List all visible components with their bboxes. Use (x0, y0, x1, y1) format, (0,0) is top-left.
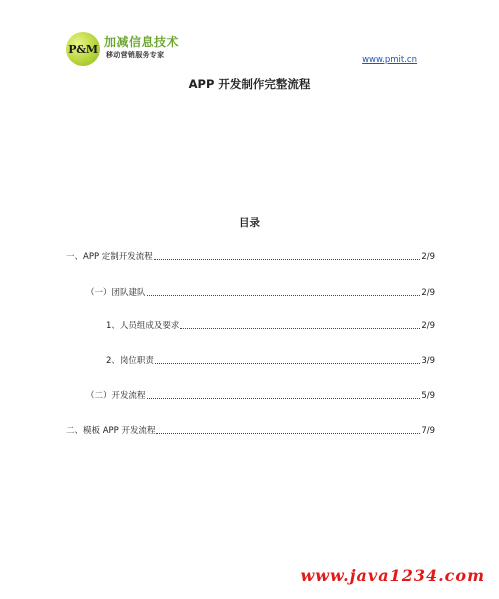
toc-page-number: 2/9 (421, 288, 435, 298)
toc-leader-dots (155, 362, 420, 364)
toc-entry[interactable] (66, 424, 435, 436)
toc-page-number: 2/9 (421, 321, 435, 331)
site-watermark: www.java1234.com (300, 566, 485, 585)
toc-entry[interactable] (86, 389, 435, 401)
toc-entry[interactable] (66, 250, 435, 262)
toc-page-number: 2/9 (421, 252, 435, 262)
toc-page-number: 5/9 (421, 391, 435, 401)
toc-heading: 目录 (239, 217, 260, 229)
toc-page-number: 7/9 (421, 426, 435, 436)
toc-page-number: 3/9 (421, 356, 435, 366)
toc-entry-text: （二）开发流程 (86, 391, 146, 401)
toc-entry-text: （一）团队建队 (86, 288, 146, 298)
toc-leader-dots (154, 258, 421, 260)
toc-entry-text: 二、模板 APP 开发流程 (66, 426, 156, 436)
toc-leader-dots (147, 397, 421, 399)
document-title: APP 开发制作完整流程 (188, 77, 311, 91)
toc-entry[interactable] (86, 286, 435, 298)
brand-name: 加减信息技术 (104, 35, 180, 49)
toc-entry-text: 一、APP 定制开发流程 (66, 252, 153, 262)
toc-leader-dots (180, 327, 420, 329)
toc-entry[interactable] (106, 354, 435, 366)
website-link[interactable]: www.pmit.cn (362, 55, 417, 65)
brand-tagline: 移动营销服务专家 (106, 51, 165, 59)
toc-entry-text: 2、岗位职责 (106, 356, 154, 366)
toc-entry[interactable] (106, 319, 435, 331)
toc-leader-dots (156, 432, 420, 434)
company-logo (66, 32, 100, 66)
letterhead (66, 32, 436, 74)
toc-leader-dots (147, 294, 421, 296)
toc-entry-text: 1、人员组成及要求 (106, 321, 180, 331)
logo-text: P&M (68, 42, 98, 56)
